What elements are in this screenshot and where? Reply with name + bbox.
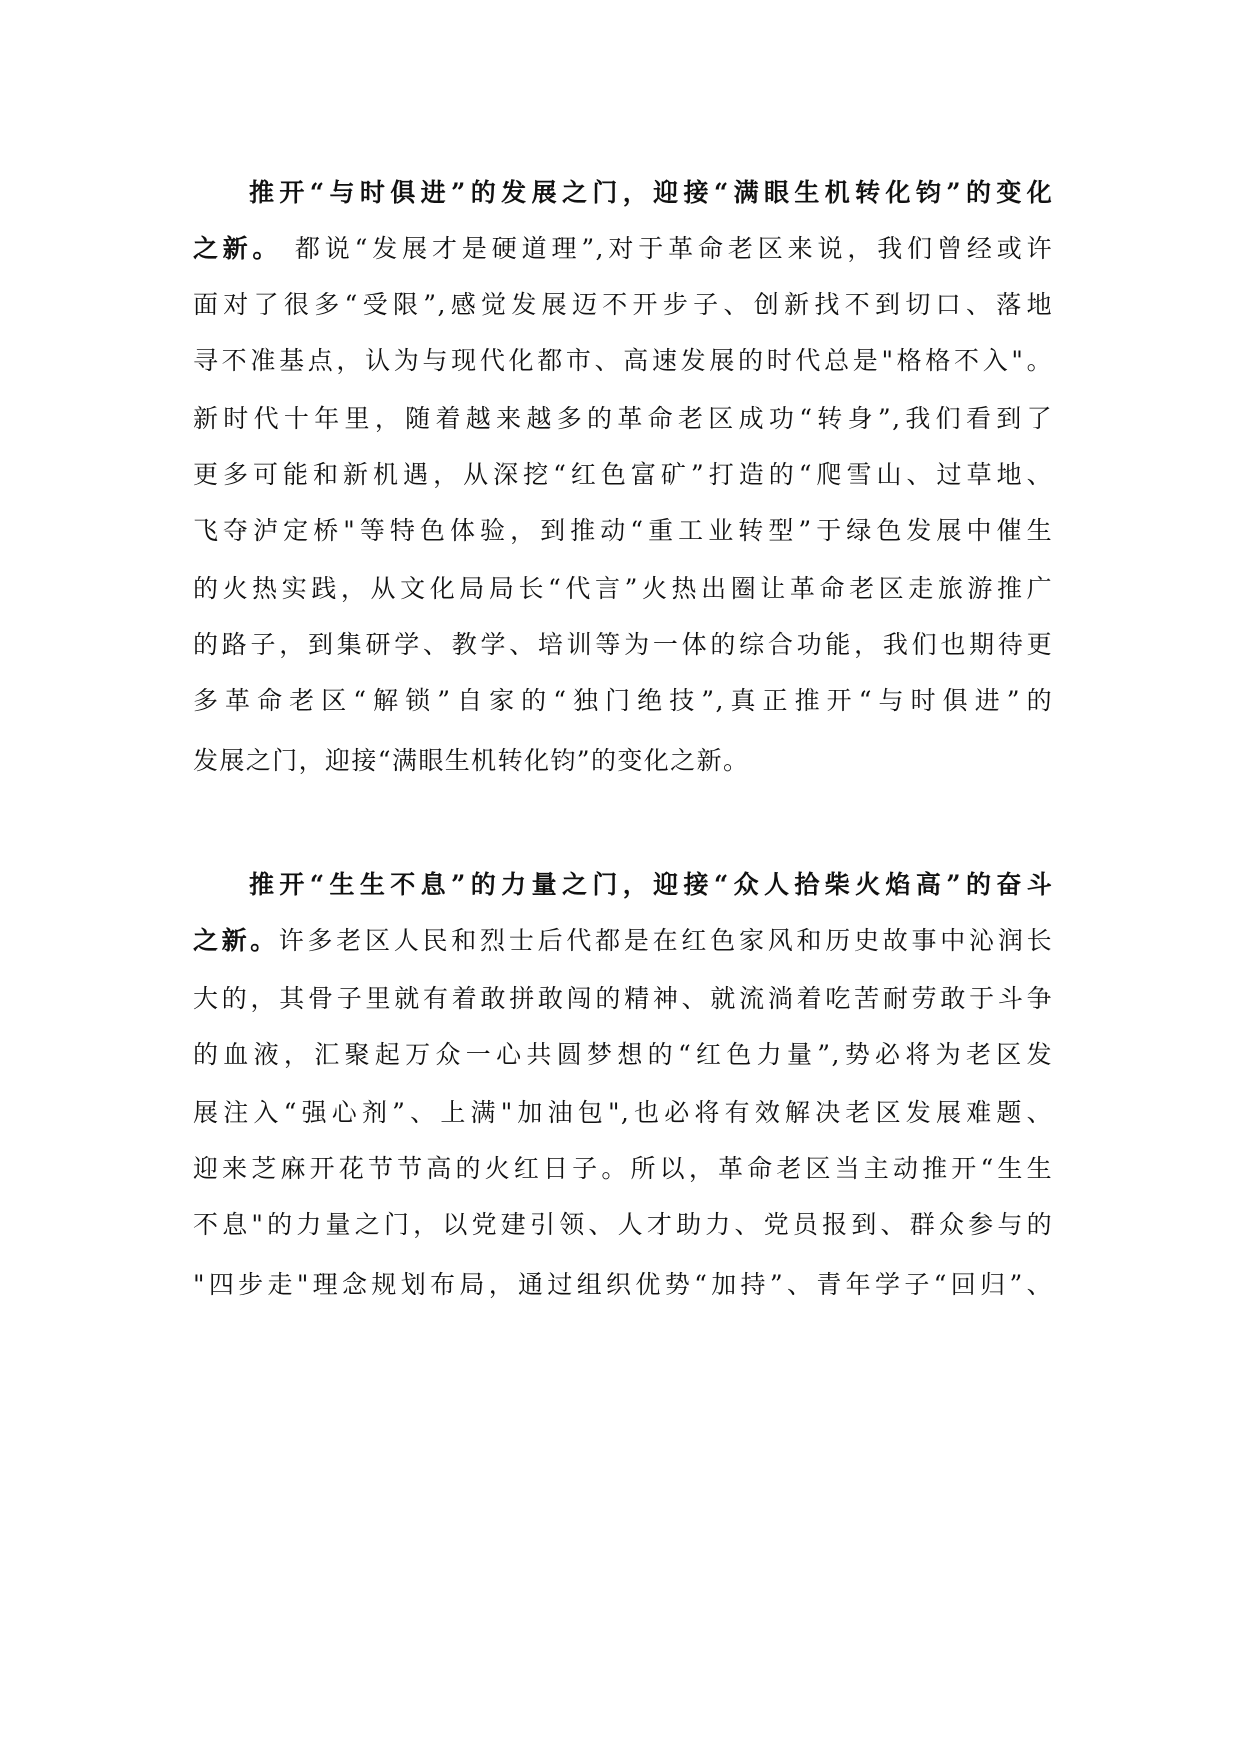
paragraph-2-line-5 [193,1096,1053,1130]
paragraph-1-line-10 [193,684,1053,718]
body-text: 飞夺泸定桥"等特色体验，到推动“重工业转型”于绿色发展中催生 [193,516,1053,545]
paragraph-1-line-5 [193,402,1053,436]
paragraph-1-line-8 [193,572,1053,606]
paragraph-2-line-6 [193,1152,1053,1186]
paragraph-1-line-3 [193,288,1053,322]
paragraph-1-heading-line-1 [193,176,1053,210]
body-text: "四步走"理念规划布局，通过组织优势“加持”、青年学子“回归”、 [193,1270,1053,1299]
body-text: 迎来芝麻开花节节高的火红日子。所以，革命老区当主动推开“生生 [193,1154,1053,1183]
paragraph-1-line-9 [193,628,1053,662]
body-text: 展注入“强心剂”、上满"加油包",也必将有效解决老区发展难题、 [193,1098,1053,1127]
heading-text: 之新。 [193,234,283,263]
body-text: 面对了很多“受限”,感觉发展迈不开步子、创新找不到切口、落地 [193,290,1053,319]
heading-text: 之新。 [193,926,279,955]
paragraph-2-line-8 [193,1268,1053,1302]
paragraph-1-line-2 [193,232,1053,266]
paragraph-1-line-7 [193,514,1053,548]
body-text: 的血液，汇聚起万众一心共圆梦想的“红色力量”,势必将为老区发 [193,1040,1053,1069]
heading-text: 推开“与时俱进”的发展之门，迎接“满眼生机转化钧”的变化 [249,178,1053,207]
body-text: 发展之门，迎接“满眼生机转化钧”的变化之新。 [193,746,750,775]
body-text: 都说“发展才是硬道理”,对于革命老区来说，我们曾经或许 [282,234,1053,263]
paragraph-2-line-3 [193,982,1053,1016]
body-text: 多革命老区“解锁”自家的“独门绝技”,真正推开“与时俱进”的 [193,686,1053,715]
body-text: 许多老区人民和烈士后代都是在红色家风和历史故事中沁润长 [278,926,1053,955]
heading-text: 推开“生生不息”的力量之门，迎接“众人拾柴火焰高”的奋斗 [249,870,1053,899]
body-text: 不息"的力量之门，以党建引领、人才助力、党员报到、群众参与的 [193,1210,1053,1239]
paragraph-1-line-11 [193,744,749,778]
paragraph-2-line-4 [193,1038,1053,1072]
body-text: 的火热实践，从文化局局长“代言”火热出圈让革命老区走旅游推广 [193,574,1053,603]
paragraph-2-heading-line-1 [193,868,1053,902]
body-text: 更多可能和新机遇，从深挖“红色富矿”打造的“爬雪山、过草地、 [193,460,1053,489]
paragraph-2-line-7 [193,1208,1053,1242]
paragraph-1-line-4 [193,344,1053,378]
paragraph-1-line-6 [193,458,1053,492]
body-text: 的路子，到集研学、教学、培训等为一体的综合功能，我们也期待更 [193,630,1053,659]
paragraph-2-line-2 [193,924,1053,958]
body-text: 大的，其骨子里就有着敢拼敢闯的精神、就流淌着吃苦耐劳敢于斗争 [193,984,1053,1013]
body-text: 寻不准基点，认为与现代化都市、高速发展的时代总是"格格不入"。 [193,346,1053,375]
body-text: 新时代十年里，随着越来越多的革命老区成功“转身”,我们看到了 [193,404,1053,433]
